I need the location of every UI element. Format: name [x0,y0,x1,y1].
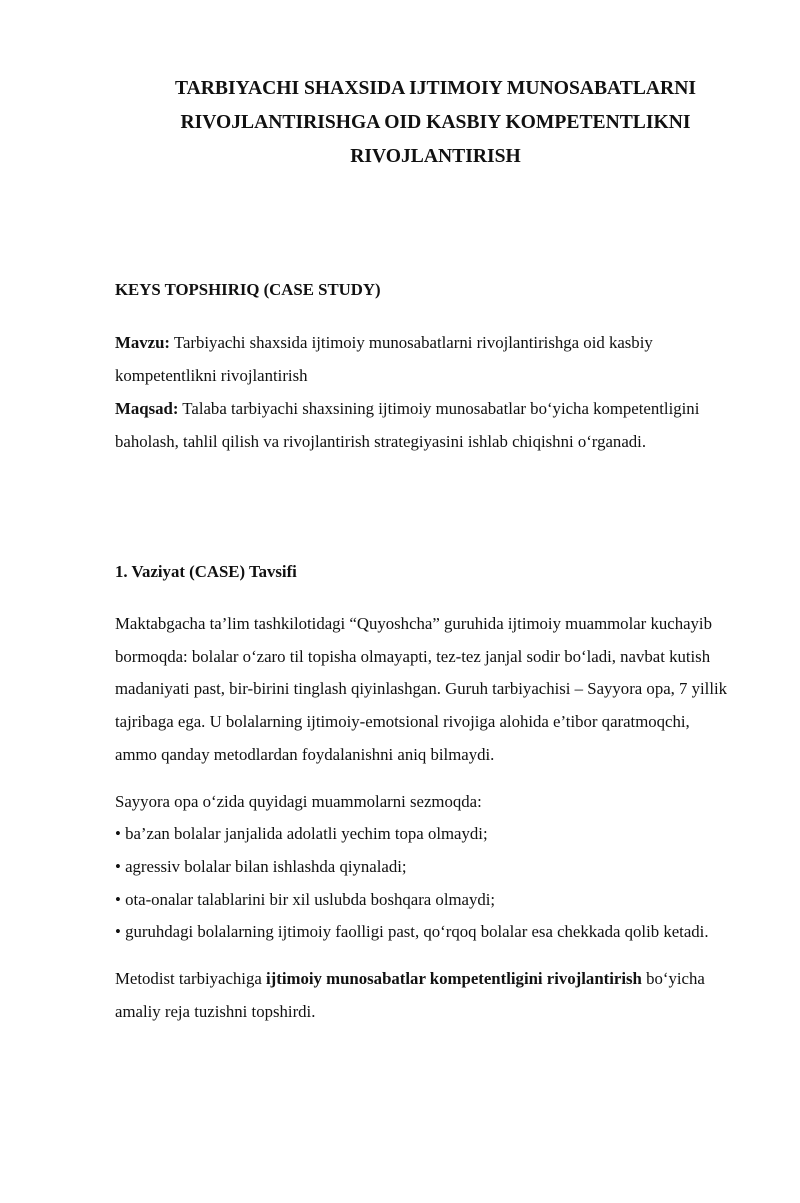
mavzu-label: Mavzu: [115,333,170,352]
document-page [0,72,800,1203]
meta-block [115,326,730,458]
list-item: • guruhdagi bolalarning ijtimoiy faolligi past, qo‘rqoq bolalar esa chekkada qolib ketadi. [115,916,730,949]
final-text-after: bo‘yicha amaliy reja tuzishni topshirdi. [115,969,705,1021]
case-paragraph: Maktabgacha ta’lim tashkilotidagi “Quyoshcha” guruhida ijtimoiy muammolar kuchayib bormoqda: bolalar o‘zaro til topisha olmayapti, tez-tez janjal sodir bo‘ladi, navbat kutish madaniyati past, bir-birini tinglash qiyinlashgan. Guruh tarbiyachisi – Sayyora opa, 7 yillik tajribaga ega. U bolalarning ijtimoiy-emotsional rivojiga alohida e’tibor qaratmoqchi, ammo qanday metodlardan foydalanishni aniq bilmaydi. [115,614,728,764]
title-line-3: RIVOJLANTIRISH [350,146,521,167]
case-body [115,608,730,1028]
final-text-before: Metodist tarbiyachiga [115,969,266,989]
list-item: • ba’zan bolalar janjalida adolatli yechim topa olmaydi; [115,818,730,851]
title-line-2: RIVOJLANTIRISHGA OID KASBIY KOMPETENTLIKNI [180,112,691,133]
problems-block [115,786,730,950]
section-1-heading: 1. Vaziyat (CASE) Tavsifi [115,562,297,581]
mavzu-paragraph [115,326,730,392]
document-title [105,72,766,174]
maqsad-paragraph [115,392,730,458]
final-paragraph [115,963,730,1028]
title-line-1: TARBIYACHI SHAXSIDA IJTIMOIY MUNOSABATLARNI [175,78,696,99]
problems-intro: Sayyora opa o‘zida quyidagi muammolarni sezmoqda: [115,791,482,811]
maqsad-label: Maqsad: [115,399,179,418]
list-item: • agressiv bolalar bilan ishlashda qiynaladi; [115,851,730,884]
maqsad-text: Talaba tarbiyachi shaxsining ijtimoiy munosabatlar bo‘yicha kompetentligini baholash, tahlil qilish va rivojlantirish strategiyasini ishlab chiqishni o‘rganadi. [115,399,700,451]
mavzu-text: Tarbiyachi shaxsida ijtimoiy munosabatlarni rivojlantirishga oid kasbiy kompetentlikni rivojlantirish [115,333,653,385]
list-item: • ota-onalar talablarini bir xil uslubda boshqara olmaydi; [115,884,730,917]
keys-heading: KEYS TOPSHIRIQ (CASE STUDY) [115,280,381,299]
final-text-bold: ijtimoiy munosabatlar kompetentligini rivojlantirish [266,969,642,989]
problems-list [115,818,730,949]
